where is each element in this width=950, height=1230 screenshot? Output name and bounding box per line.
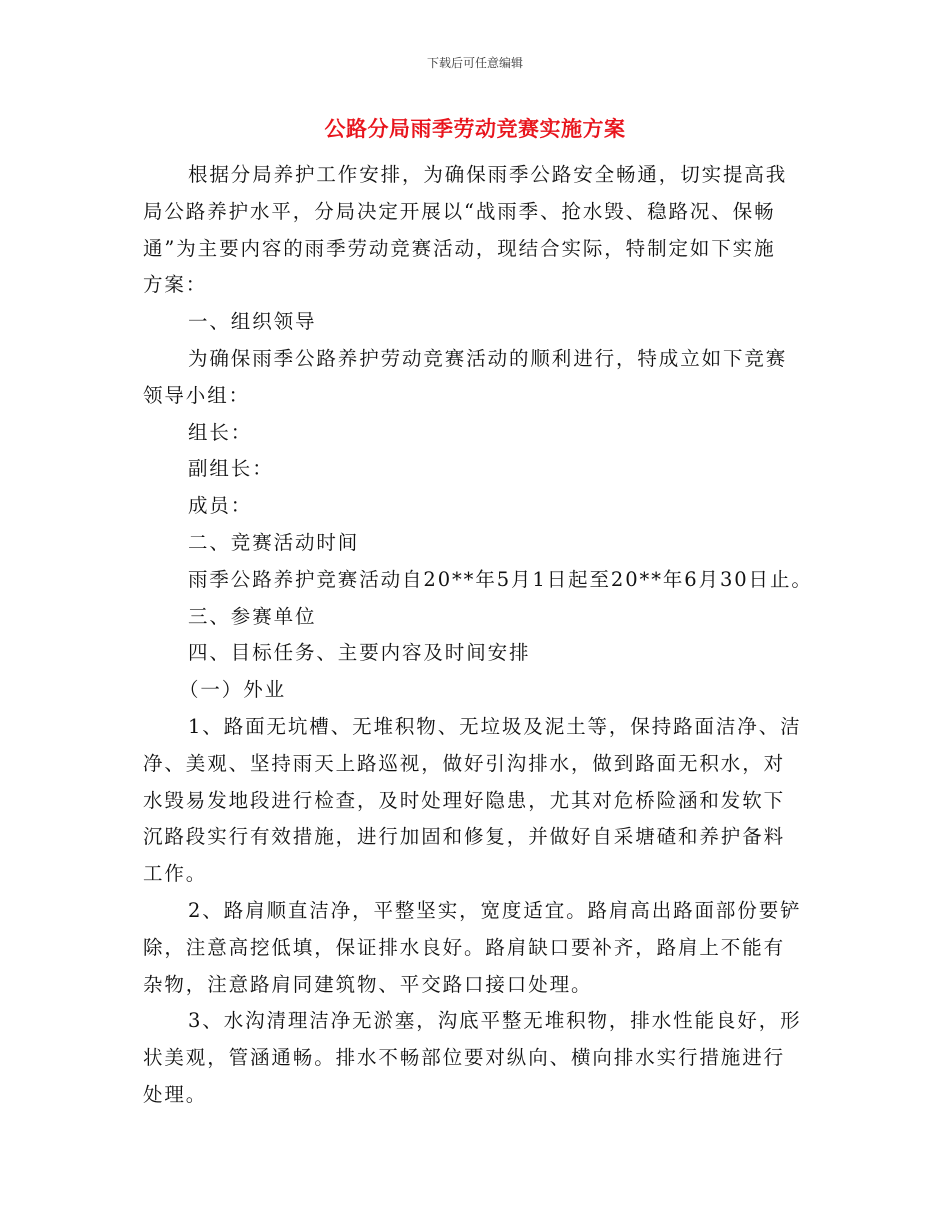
- page-header-note: 下载后可任意编辑: [426, 56, 523, 70]
- body-line: 局公路养护水平，分局决定开展以“战雨季、抢水毁、稳路况、保畅: [143, 199, 776, 223]
- body-line: 组长：: [188, 420, 253, 444]
- subsection-heading: （一）外业: [179, 678, 287, 702]
- body-line: 根据分局养护工作安排，为确保雨季公路安全畅通，切实提高我: [188, 163, 788, 186]
- document-body: [143, 157, 813, 1114]
- document-title: 公路分局雨季劳动竞赛实施方案: [324, 116, 626, 141]
- body-line: 杂物，注意路肩同建筑物、平交路口接口处理。: [143, 972, 593, 996]
- body-line: 为确保雨季公路养护劳动竞赛活动的顺利进行，特成立如下竞赛: [188, 346, 788, 370]
- section-heading: 一、组织领导: [188, 310, 317, 334]
- body-line: 2、路肩顺直洁净，平整坚实，宽度适宜。路肩高出路面部份要铲: [188, 898, 802, 922]
- section-heading: 三、参赛单位: [188, 604, 317, 628]
- body-line: 领导小组：: [143, 383, 251, 407]
- body-line: 处理。: [143, 1082, 208, 1106]
- body-line: 水毁易发地段进行检查，及时处理好隐患，尤其对危桥险涵和发软下: [143, 788, 786, 812]
- body-line: 副组长：: [188, 457, 274, 481]
- section-heading: 四、目标任务、主要内容及时间安排: [188, 641, 531, 665]
- section-heading: 二、竞赛活动时间: [188, 530, 360, 554]
- body-line: 通”为主要内容的雨季劳动竞赛活动，现结合实际，特制定如下实施: [143, 236, 776, 260]
- body-line: 1、路面无坑槽、无堆积物、无垃圾及泥土等，保持路面洁净、洁: [188, 714, 802, 738]
- body-line: 雨季公路养护竞赛活动自20**年5月1日起至20**年6月30日止。: [188, 567, 813, 591]
- body-line: 成员：: [188, 494, 253, 518]
- body-line: 工作。: [143, 862, 208, 886]
- body-line: 方案：: [143, 273, 208, 297]
- body-line: 净、美观、坚持雨天上路巡视，做好引沟排水，做到路面无积水，对: [143, 751, 786, 775]
- body-line: 3、水沟清理洁净无淤塞，沟底平整无堆积物，排水性能良好，形: [188, 1009, 802, 1033]
- body-line: 沉路段实行有效措施，进行加固和修复，并做好自采塘碴和养护备料: [143, 825, 786, 849]
- body-line: 状美观，管涵通畅。排水不畅部位要对纵向、横向排水实行措施进行: [143, 1046, 786, 1070]
- body-line: 除，注意高挖低填，保证排水良好。路肩缺口要补齐，路肩上不能有: [143, 935, 786, 959]
